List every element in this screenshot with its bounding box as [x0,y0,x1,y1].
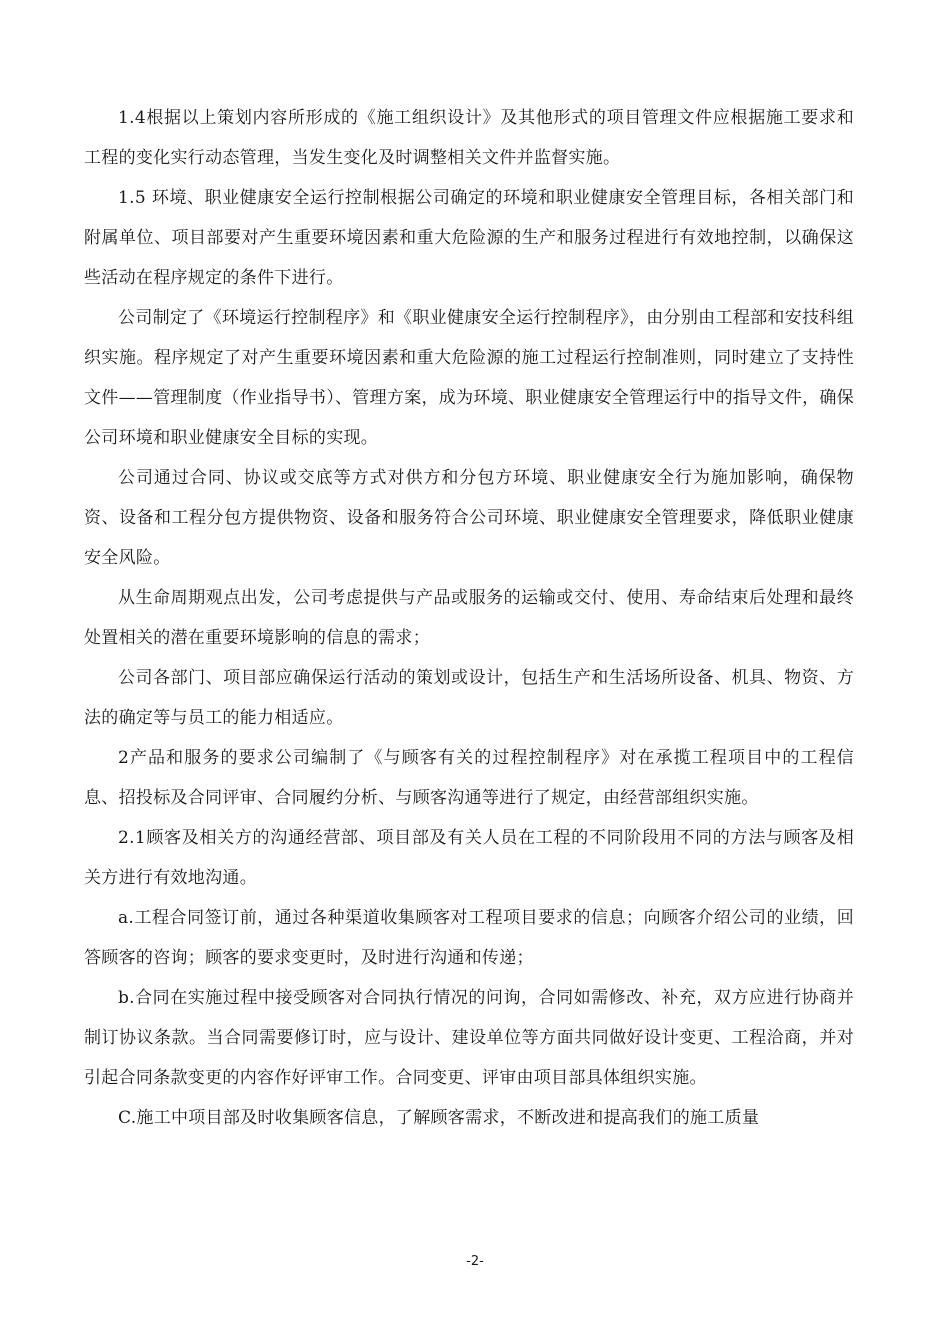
paragraph-item-a: a.工程合同签订前，通过各种渠道收集顾客对工程项目要求的信息；向顾客介绍公司的业绩，回答顾客的咨询；顾客的要求变更时，及时进行沟通和传递； [84,908,854,968]
paragraph-staff-capability: 公司各部门、项目部应确保运行活动的策划或设计，包括生产和生活场所设备、机具、物资、方法的确定等与员工的能力相适应。 [84,668,854,728]
paragraph-2-1-customer-communication: 2.1顾客及相关方的沟通经营部、项目部及有关人员在工程的不同阶段用不同的方法与顾客及相关方进行有效地沟通。 [84,828,854,888]
paragraph-control-procedures: 公司制定了《环境运行控制程序》和《职业健康安全运行控制程序》，由分别由工程部和安技科组织实施。程序规定了对产生重要环境因素和重大危险源的施工过程运行控制准则，同时建立了支持性文件——管理制度（作业指导书）、管理方案，成为环境、职业健康安全管理运行中的指导文件，确保公司环境和职业健康安全目标的实现。 [84,308,854,448]
document-body [84,98,854,1138]
paragraph-1-5-operation-control: 1.5 环境、职业健康安全运行控制根据公司确定的环境和职业健康安全管理目标，各相关部门和附属单位、项目部要对产生重要环境因素和重大危险源的生产和服务过程进行有效地控制，以确保这些活动在程序规定的条件下进行。 [84,188,854,288]
paragraph-life-cycle: 从生命周期观点出发，公司考虑提供与产品或服务的运输或交付、使用、寿命结束后处理和最终处置相关的潜在重要环境影响的信息的需求； [84,588,854,648]
page-number: -2- [466,1254,484,1269]
paragraph-1-4-planning: 1.4根据以上策划内容所形成的《施工组织设计》及其他形式的项目管理文件应根据施工要求和工程的变化实行动态管理，当发生变化及时调整相关文件并监督实施。 [84,108,854,168]
paragraph-item-c: C.施工中项目部及时收集顾客信息，了解顾客需求，不断改进和提高我们的施工质量 [118,1108,760,1128]
paragraph-2-product-requirements: 2产品和服务的要求公司编制了《与顾客有关的过程控制程序》对在承揽工程项目中的工程信息、招投标及合同评审、合同履约分析、与顾客沟通等进行了规定，由经营部组织实施。 [84,748,854,808]
paragraph-supplier-influence: 公司通过合同、协议或交底等方式对供方和分包方环境、职业健康安全行为施加影响，确保物资、设备和工程分包方提供物资、设备和服务符合公司环境、职业健康安全管理要求，降低职业健康安全风险。 [84,468,854,568]
paragraph-item-b: b.合同在实施过程中接受顾客对合同执行情况的问询，合同如需修改、补充，双方应进行协商并制订协议条款。当合同需要修订时，应与设计、建设单位等方面共同做好设计变更、工程洽商，并对引起合同条款变更的内容作好评审工作。合同变更、评审由项目部具体组织实施。 [84,988,854,1088]
